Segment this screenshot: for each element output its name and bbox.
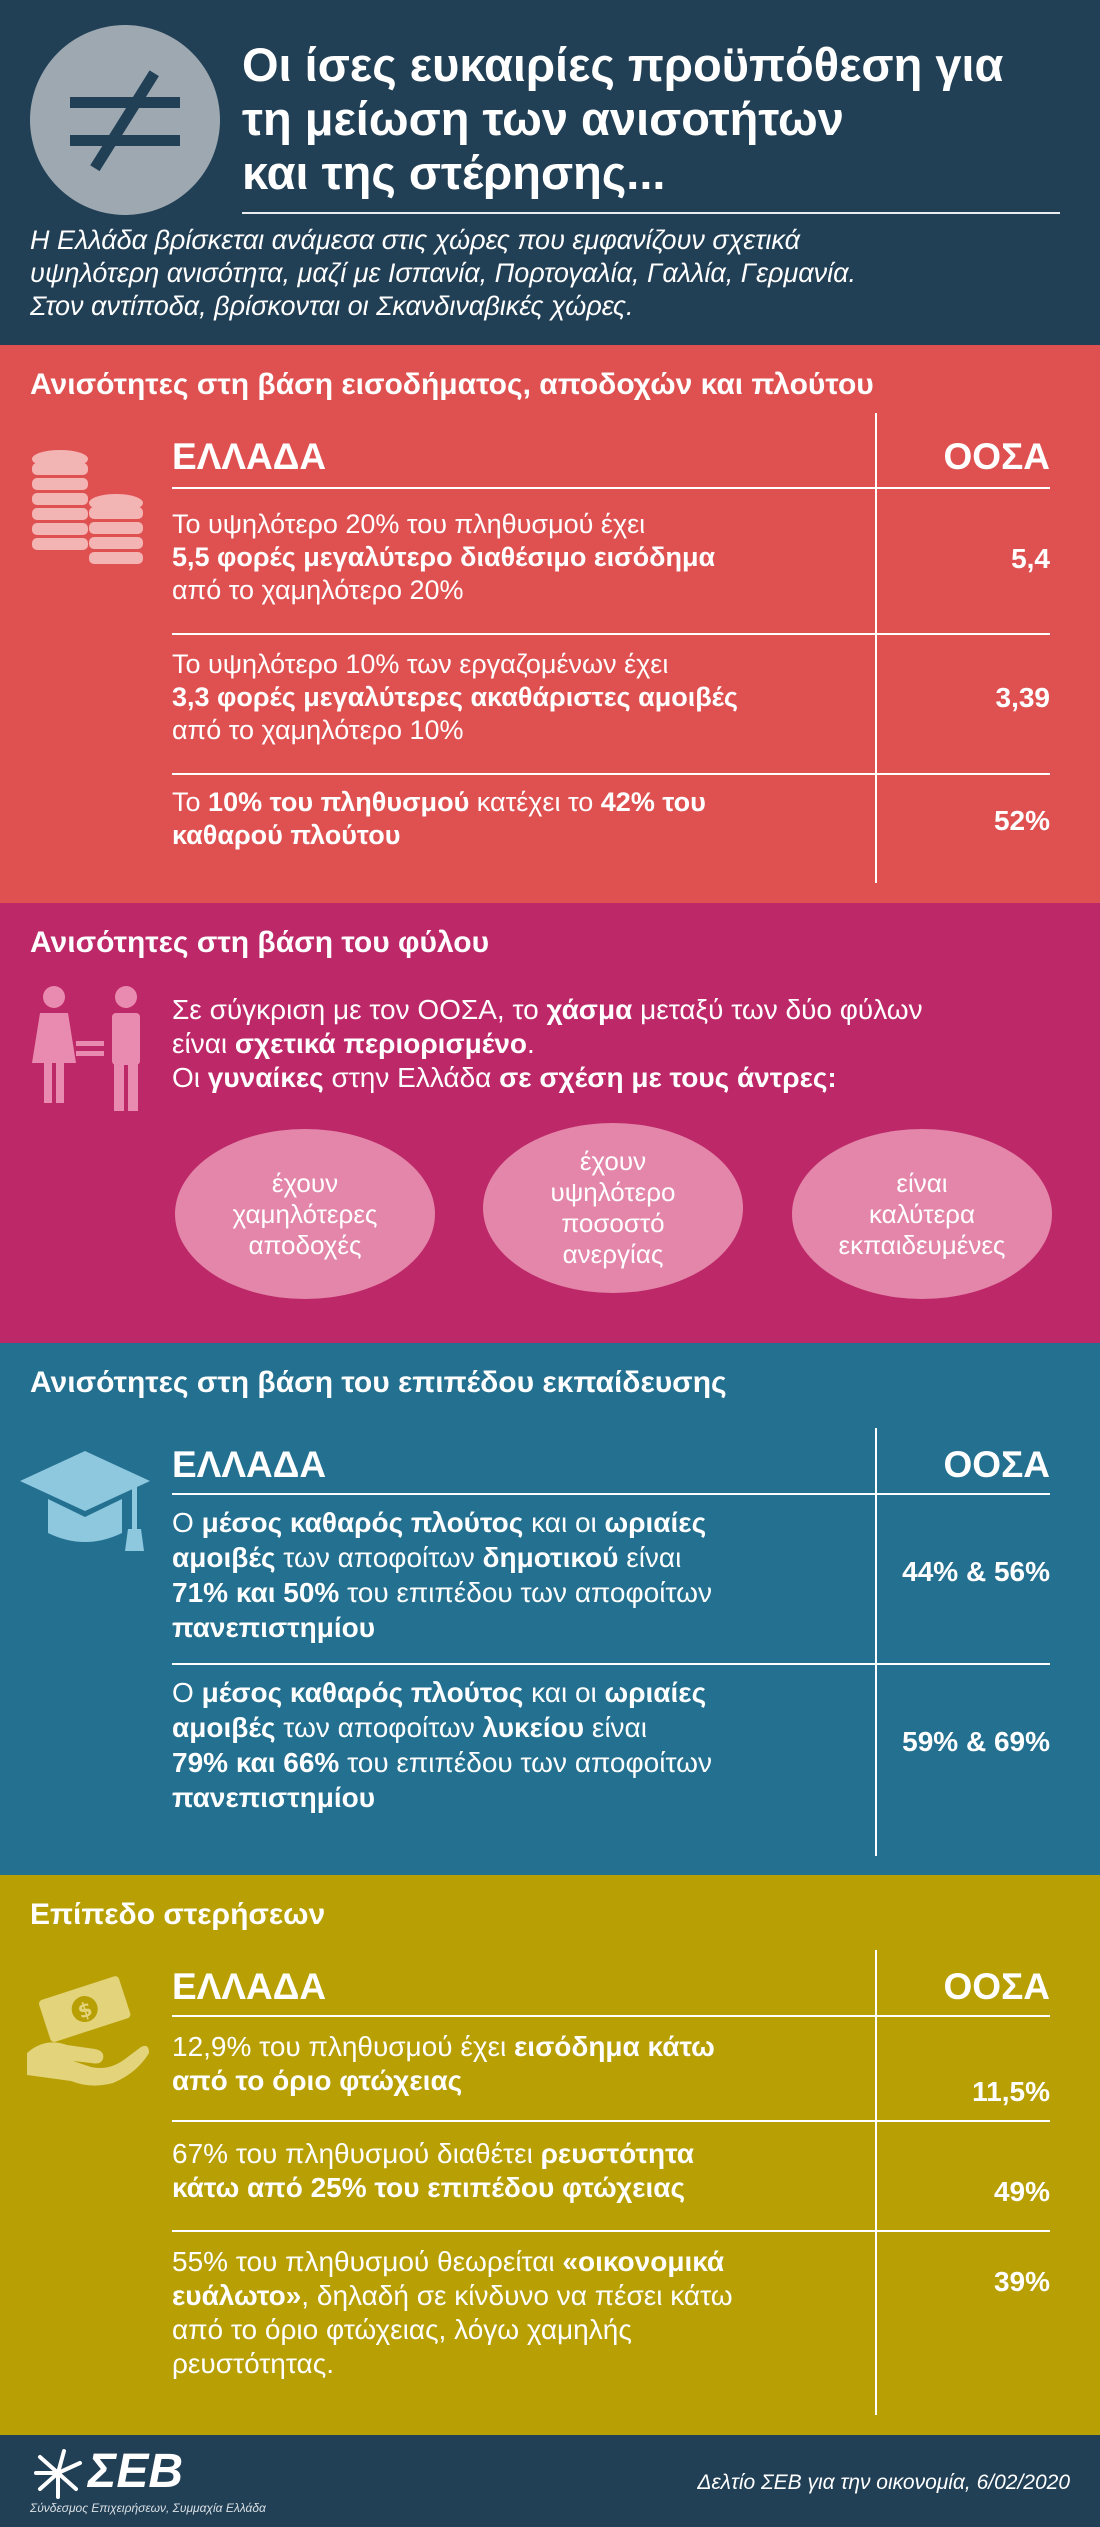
deprivation-row-text (172, 2030, 862, 2098)
row-divider (172, 1663, 1050, 1665)
text-run: κατέχει το (469, 787, 601, 817)
column-divider (875, 1950, 877, 2415)
text-run-bold: από το όριο φτώχειας (172, 2065, 463, 2096)
column-header-oecd: ΟΟΣΑ (943, 436, 1050, 477)
sev-logo-mark-icon (30, 2445, 86, 2506)
text-run-bold: 79% και 66% (172, 1747, 340, 1778)
bubble-line: ανεργίας (562, 1239, 664, 1269)
oecd-value: 11,5% (972, 2076, 1050, 2107)
title-line: τη μείωση των ανισοτήτων (242, 92, 844, 145)
text-line: από το χαμηλότερο 10% (172, 715, 464, 745)
text-run-bold: σχετικά περιορισμένο (234, 1028, 528, 1059)
bubble-line: υψηλότερο (550, 1177, 676, 1207)
hand-money-icon (25, 1975, 150, 2095)
section-title: Ανισότητες στη βάση του φύλου (30, 926, 490, 959)
text-run-bold: 42% του (600, 787, 706, 817)
oecd-value: 59% & 69% (902, 1726, 1050, 1757)
row-divider (172, 487, 1050, 489)
text-run-bold: γυναίκες (207, 1062, 324, 1093)
row-divider (172, 633, 1050, 635)
text-run-bold: σε σχέση με τους άντρες: (499, 1062, 837, 1093)
text-run: και οι (523, 1677, 605, 1708)
text-run: Ο (172, 1677, 202, 1708)
text-run: , δηλαδή σε κίνδυνο να πέσει κάτω (301, 2280, 733, 2311)
education-section (0, 1343, 1100, 1875)
text-run-bold: ρευστότητα (540, 2138, 695, 2169)
column-header-oecd: ΟΟΣΑ (943, 1966, 1050, 2007)
text-line-bold: 5,5 φορές μεγαλύτερο διαθέσιμο εισόδημα (172, 542, 716, 572)
text-run: είναι (618, 1542, 682, 1573)
section-title: Επίπεδο στερήσεων (30, 1898, 326, 1931)
bubble-line: εκπαιδευμένες (838, 1229, 1006, 1260)
text-run-bold: αμοιβές (172, 1712, 276, 1743)
text-run: μεταξύ των δύο φύλων (632, 994, 923, 1025)
sev-logo: ΣΕΒ (88, 2445, 184, 2498)
deprivation-row-text (172, 2245, 862, 2381)
bubble-line: καλύτερα (868, 1198, 975, 1229)
bubble-line: αποδοχές (248, 1229, 362, 1260)
text-run: και οι (523, 1507, 605, 1538)
intro-line: Η Ελλάδα βρίσκεται ανάμεσα στις χώρες που εμφανίζουν σχετικά (30, 225, 800, 255)
text-run-bold: ευάλωτο» (172, 2280, 302, 2311)
column-divider (875, 413, 877, 883)
row-divider (172, 2015, 1050, 2017)
intro-text (30, 224, 1080, 323)
text-run-bold: 71% και 50% (172, 1577, 340, 1608)
deprivation-section (0, 1875, 1100, 2435)
text-run: είναι (172, 1028, 235, 1059)
logo-tagline: Σύνδεσμος Επιχειρήσεων, Συμμαχία Ελλάδα (30, 2501, 266, 2515)
row-divider (172, 2230, 1050, 2232)
text-run: Το (172, 787, 209, 817)
text-run-bold: «οικονομικά (562, 2246, 725, 2277)
row-divider (172, 773, 1050, 775)
gender-text (172, 993, 1072, 1095)
text-run: 12,9% του πληθυσμού έχει (172, 2031, 515, 2062)
text-line: Το υψηλότερο 10% των εργαζομένων έχει (172, 649, 669, 679)
oecd-value: 39% (993, 2266, 1050, 2297)
text-run: των αποφοίτων (275, 1542, 483, 1573)
intro-line: Στον αντίποδα, βρίσκονται οι Σκανδιναβικές χώρες. (30, 291, 634, 321)
text-line-bold: 3,3 φορές μεγαλύτερες ακαθάριστες αμοιβές (172, 682, 738, 712)
text-run: Σε σύγκριση με τον ΟΟΣΑ, το (172, 994, 547, 1025)
text-run: Οι (172, 1062, 208, 1093)
row-divider (172, 2120, 1050, 2122)
text-run: 55% του πληθυσμού θεωρείται (172, 2246, 563, 2277)
row-divider (172, 1493, 1050, 1495)
education-row-text (172, 1505, 862, 1645)
income-row-text (172, 508, 862, 607)
text-run-bold: μέσος καθαρός πλούτος (201, 1507, 524, 1538)
deprivation-row-text (172, 2137, 862, 2205)
text-run-bold: χάσμα (546, 994, 633, 1025)
text-run: του επιπέδου των αποφοίτων (339, 1747, 712, 1778)
bubble-line: ποσοστό (561, 1208, 665, 1238)
oecd-value: 3,39 (995, 682, 1050, 713)
bubble-lower-pay (175, 1129, 435, 1299)
page-title (242, 38, 1062, 200)
text-run: είναι (584, 1712, 647, 1743)
text-run: στην Ελλάδα (323, 1062, 500, 1093)
bubble-line: έχουν (579, 1146, 647, 1176)
text-run-bold: αμοιβές (172, 1542, 276, 1573)
bubble-higher-unemployment (483, 1123, 743, 1293)
woman-man-icon (30, 985, 155, 1120)
oecd-value: 5,4 (1011, 543, 1050, 574)
column-header-oecd: ΟΟΣΑ (943, 1444, 1050, 1485)
text-run: Ο (172, 1507, 202, 1538)
column-header-greece: ΕΛΛΑΔΑ (172, 436, 327, 477)
text-run: . (527, 1028, 535, 1059)
income-row-text (172, 786, 862, 852)
text-line: Το υψηλότερο 20% του πληθυσμού έχει (172, 509, 646, 539)
section-title: Ανισότητες στη βάση εισοδήματος, αποδοχών και πλούτου (30, 368, 874, 401)
text-run-bold: ωριαίες (604, 1507, 707, 1538)
svg-text:$: $ (74, 1996, 96, 2024)
source-credit: Δελτίο ΣΕΒ για την οικονομία, 6/02/2020 (697, 2471, 1070, 2494)
text-run-bold: μέσος καθαρός πλούτος (201, 1677, 524, 1708)
not-equal-icon (30, 25, 220, 215)
text-run: 67% του πληθυσμού διαθέτει (172, 2138, 541, 2169)
education-row-text (172, 1675, 862, 1815)
bubble-line: έχουν (271, 1167, 339, 1198)
text-run-bold: λυκείου (482, 1712, 585, 1743)
intro-line: υψηλότερη ανισότητα, μαζί με Ισπανία, Πορτογαλία, Γαλλία, Γερμανία. (30, 258, 857, 288)
gender-section (0, 903, 1100, 1343)
text-run: του επιπέδου των αποφοίτων (339, 1577, 712, 1608)
title-line: και της στέρησης... (242, 146, 666, 199)
text-run-bold: ωριαίες (604, 1677, 707, 1708)
text-run-bold: πανεπιστημίου (172, 1782, 376, 1813)
header-divider (242, 212, 1060, 214)
coins-stack-icon (30, 445, 145, 570)
text-line: από το όριο φτώχειας, λόγω χαμηλής (172, 2314, 632, 2345)
text-run-bold: εισόδημα κάτω (514, 2031, 715, 2062)
graduation-cap-icon (20, 1451, 150, 1566)
text-run-bold: δημοτικού (482, 1542, 619, 1573)
footer (0, 2435, 1100, 2527)
title-line: Οι ίσες ευκαιρίες προϋπόθεση για (242, 38, 1004, 91)
oecd-value: 44% & 56% (902, 1556, 1050, 1587)
bubble-line: χαμηλότερες (232, 1198, 378, 1229)
text-line: ρευστότητας. (172, 2348, 334, 2379)
section-title: Ανισότητες στη βάση του επιπέδου εκπαίδευσης (30, 1366, 727, 1399)
text-run-bold: πανεπιστημίου (172, 1612, 376, 1643)
bubble-better-educated (792, 1129, 1052, 1299)
header (0, 0, 1100, 345)
text-run-bold: 10% του πληθυσμού (208, 787, 470, 817)
bubble-line: είναι (896, 1167, 948, 1198)
column-header-greece: ΕΛΛΑΔΑ (172, 1966, 327, 2007)
income-row-text (172, 648, 862, 747)
text-run: των αποφοίτων (275, 1712, 483, 1743)
income-section (0, 345, 1100, 903)
text-run-bold: καθαρού πλούτου (172, 820, 401, 850)
text-line: από το χαμηλότερο 20% (172, 575, 464, 605)
column-header-greece: ΕΛΛΑΔΑ (172, 1444, 327, 1485)
text-run-bold: κάτω από 25% του επιπέδου φτώχειας (172, 2172, 686, 2203)
oecd-value: 49% (993, 2176, 1050, 2207)
oecd-value: 52% (993, 805, 1050, 836)
